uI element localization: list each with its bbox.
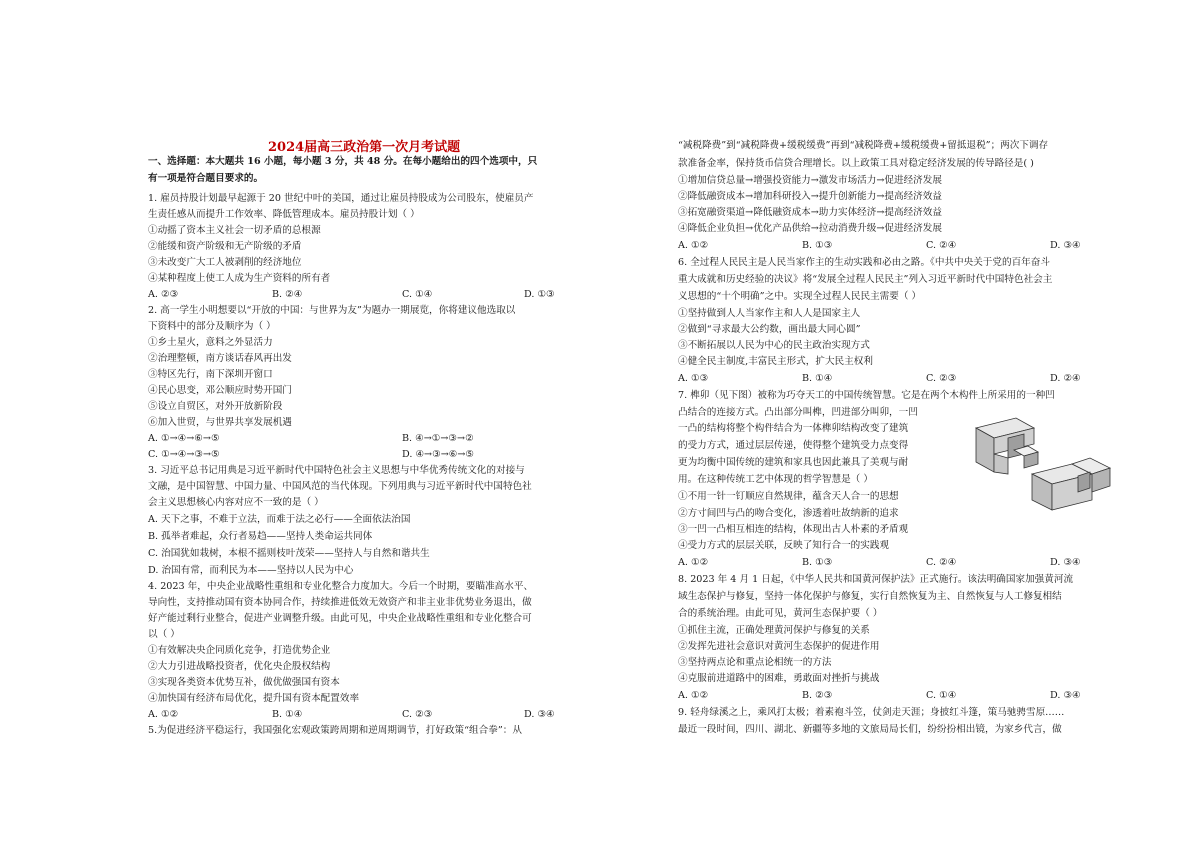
q4-option-c[interactable]: C. ②③ — [402, 709, 433, 720]
wood-block-lower — [1032, 458, 1110, 510]
q5-option-d[interactable]: D. ③④ — [1050, 240, 1081, 251]
q8-option-d[interactable]: D. ③④ — [1050, 690, 1081, 701]
q6-item: ④健全民主制度,丰富民主形式，扩大民主权利 — [678, 356, 873, 367]
q6-stem-line: 重大成就和历史经验的决议》将“发展全过程人民民主”列入习近平新时代中国特色社会主 — [678, 274, 1053, 285]
q5-option-a[interactable]: A. ①② — [678, 240, 709, 251]
q6-option-b[interactable]: B. ①④ — [802, 373, 833, 384]
q2-option-d[interactable]: D. ④→③→⑥→⑤ — [402, 449, 474, 460]
q2-stem-line: 下资料中的部分及顺序为（ ） — [148, 321, 276, 332]
q2-item: ④民心思变，邓公顺应时势开国门 — [148, 385, 292, 396]
q6-item: ②做到“寻求最大公约数，画出最大同心圆” — [678, 324, 861, 335]
q1-option-c[interactable]: C. ①④ — [402, 289, 433, 300]
q7-item: ③一凹一凸相互相连的结构，体现出古人朴素的矛盾观 — [678, 524, 909, 535]
q3-stem-line: 文融，是中国智慧、中国力量、中国风范的当代体现。下列用典与习近平新时代中国特色社 — [148, 481, 532, 492]
page-title: 2024届高三政治第一次月考试题 — [268, 140, 461, 155]
q5-item: ④降低企业负担→优化产品供给→拉动消费升级→促进经济发展 — [678, 223, 942, 234]
q8-item: ④克服前进道路中的困难，勇敢面对挫折与挑战 — [678, 673, 880, 684]
q7-stem-line: 7. 榫卯（见下图）被称为巧夺天工的中国传统智慧。它是在两个木构件上所采用的一种凹 — [678, 390, 1055, 401]
q7-item: ④受力方式的层层关联，反映了知行合一的实践观 — [678, 540, 890, 551]
q9-stem-line: 最近一段时间，四川、湖北、新疆等多地的文旅局局长们，纷纷扮相出镜，为家乡代言，做 — [678, 724, 1062, 735]
q2-item: ①乡土星火，意料之外显活力 — [148, 337, 273, 348]
q2-option-b[interactable]: B. ④→①→③→② — [402, 433, 474, 444]
q6-option-a[interactable]: A. ①③ — [678, 373, 709, 384]
q4-stem-line: 导向性，支持推动国有资本协同合作，持续推进低效无效资产和非主业非优势业务退出，做 — [148, 597, 532, 608]
section-heading-line-2: 有一项是符合题目要求的。 — [148, 173, 264, 184]
q4-item: ③实现各类资本优势互补，做优做强国有资本 — [148, 677, 340, 688]
q6-item: ①坚持做到人人当家作主和人人是国家主人 — [678, 308, 861, 319]
q4-option-b[interactable]: B. ①④ — [272, 709, 303, 720]
q2-stem-line: 2. 高一学生小明想要以“开放的中国：与世界为友”为题办一期展览，你将建议他选取以 — [148, 305, 516, 316]
q5-stem-line: “减税降费”到“减税降费+缓税缓费”再到“减税降费+缓税缓费+留抵退税”；两次下调存 — [678, 140, 1049, 151]
q5-stem-line: 5.为促进经济平稳运行，我国强化宏观政策跨周期和逆周期调节，打好政策“组合拳”：从 — [148, 725, 522, 736]
q8-option-b[interactable]: B. ②③ — [802, 690, 833, 701]
q8-item: ②发挥先进社会意识对黄河生态保护的促进作用 — [678, 641, 880, 652]
q1-stem-line: 1. 雇员持股计划最早起源于 20 世纪中叶的美国，通过让雇员持股成为公司股东，使雇员产 — [148, 193, 534, 204]
q3-option-d[interactable]: D. 治国有常，而利民为本——坚持以人民为中心 — [148, 565, 354, 576]
q1-option-b[interactable]: B. ②④ — [272, 289, 303, 300]
q7-option-a[interactable]: A. ①② — [678, 557, 709, 568]
q4-stem-line: 好产能过剩行业整合，促进产业调整升级。由此可见，中央企业战略性重组和专业化整合可 — [148, 613, 532, 624]
q6-option-d[interactable]: D. ②④ — [1050, 373, 1081, 384]
q7-stem-line: 凸结合的连接方式。凸出部分叫榫，凹进部分叫卯，一凹 — [678, 407, 918, 418]
q2-item: ③特区先行，南下深圳开窗口 — [148, 369, 273, 380]
q7-stem-line: 的受力方式，通过层层传递，使得整个建筑受力点变得 — [678, 440, 909, 451]
section-heading-line-1: 一、选择题：本大题共 16 小题，每小题 3 分，共 48 分。在每小题给出的四个选项中，只 — [148, 156, 538, 167]
q7-item: ①不用一针一钉顺应自然规律，蕴含天人合一的思想 — [678, 491, 899, 502]
wood-block-upper — [976, 418, 1038, 474]
q1-stem-line: 生责任感从而提升工作效率、降低管理成本。雇员持股计划（ ） — [148, 209, 420, 220]
q7-item: ②方寸间凹与凸的吻合变化，渗透着吐故纳新的追求 — [678, 508, 899, 519]
q7-option-c[interactable]: C. ②④ — [926, 557, 957, 568]
q2-option-a[interactable]: A. ①→④→⑥→⑤ — [148, 433, 220, 444]
q2-item: ⑤设立自贸区，对外开放新阶段 — [148, 401, 283, 412]
q3-option-c[interactable]: C. 治国犹如栽树，本根不摇则枝叶茂荣——坚持人与自然和谐共生 — [148, 548, 430, 559]
q7-stem-line: 一凸的结构将整个构件结合为一体榫卯结构改变了建筑 — [678, 423, 909, 434]
q2-item: ②治理整顿，南方谈话春风再出发 — [148, 353, 292, 364]
q4-stem-line: 4. 2023 年，中央企业战略性重组和专业化整合力度加大。今后一个时期，要瞄准高水平、 — [148, 581, 534, 592]
q8-option-a[interactable]: A. ①② — [678, 690, 709, 701]
q8-option-c[interactable]: C. ①④ — [926, 690, 957, 701]
q8-stem-line: 合的系统治理。由此可见，黄河生态保护要（ ） — [678, 608, 883, 619]
q5-item: ②降低融资成本→增加科研投入→提升创新能力→提高经济效益 — [678, 191, 942, 202]
q1-option-d[interactable]: D. ①③ — [524, 289, 555, 300]
q6-item: ③不断拓展以人民为中心的民主政治实现方式 — [678, 340, 870, 351]
q9-stem-line: 9. 轻舟绿溪之上，乘风打太极；着素袍斗笠，仗剑走天涯；身披红斗篷，策马驰骋雪原…… — [678, 707, 1065, 718]
q5-option-b[interactable]: B. ①③ — [802, 240, 833, 251]
q4-item: ②大力引进战略投资者，优化央企股权结构 — [148, 661, 331, 672]
mortise-tenon-figure — [968, 414, 1118, 514]
q5-option-c[interactable]: C. ②④ — [926, 240, 957, 251]
q6-stem-line: 6. 全过程人民民主是人民当家作主的生动实践和必由之路。《中共中央关于党的百年奋斗 — [678, 257, 1050, 268]
q5-item: ①增加信贷总量→增强投资能力→激发市场活力→促进经济发展 — [678, 175, 942, 186]
q3-option-a[interactable]: A. 天下之事，不难于立法，而难于法之必行——全面依法治国 — [148, 514, 411, 525]
q3-stem-line: 会主义思想核心内容对应不一致的是（ ） — [148, 497, 324, 508]
q7-stem-line: 更为均衡中国传统的建筑和家具也因此兼具了美观与耐 — [678, 457, 909, 468]
q1-item: ②能缓和资产阶级和无产阶级的矛盾 — [148, 241, 302, 252]
q8-stem-line: 8. 2023 年 4 月 1 日起，《中华人民共和国黄河保护法》正式施行。该法明确国家加强黄河流 — [678, 574, 1074, 585]
q5-stem-line: 款准备金率，保持货币信贷合理增长。以上政策工具对稳定经济发展的传导路径是( ) — [678, 158, 1034, 169]
q4-option-a[interactable]: A. ①② — [148, 709, 179, 720]
q4-item: ①有效解决央企同质化竞争，打造优势企业 — [148, 645, 331, 656]
q2-item: ⑥加入世贸，与世界共享发展机遇 — [148, 417, 292, 428]
q4-option-d[interactable]: D. ③④ — [524, 709, 555, 720]
q5-item: ③拓宽融资渠道→降低融资成本→助力实体经济→提高经济效益 — [678, 207, 942, 218]
q3-option-b[interactable]: B. 孤举者难起，众行者易趋——坚持人类命运共同体 — [148, 531, 373, 542]
q1-item: ③未改变广大工人被剥削的经济地位 — [148, 257, 302, 268]
q6-option-c[interactable]: C. ②③ — [926, 373, 957, 384]
q1-option-a[interactable]: A. ②③ — [148, 289, 179, 300]
q8-stem-line: 域生态保护与修复，坚持一体化保护与修复，实行自然恢复为主、自然恢复与人工修复相结 — [678, 591, 1062, 602]
q4-stem-line: 以（ ） — [148, 629, 180, 640]
q6-stem-line: 义思想的“十个明确”之中。实现全过程人民民主需要（ ） — [678, 291, 922, 302]
q1-item: ①动摇了资本主义社会一切矛盾的总根源 — [148, 225, 321, 236]
q3-stem-line: 3. 习近平总书记用典是习近平新时代中国特色社会主义思想与中华优秀传统文化的对接与 — [148, 465, 525, 476]
q7-stem-line: 用。在这种传统工艺中体现的哲学智慧是（ ） — [678, 474, 873, 485]
q8-item: ③坚持两点论和重点论相统一的方法 — [678, 657, 832, 668]
q7-option-b[interactable]: B. ①③ — [802, 557, 833, 568]
q7-option-d[interactable]: D. ③④ — [1050, 557, 1081, 568]
q2-option-c[interactable]: C. ①→④→③→⑤ — [148, 449, 220, 460]
q4-item: ④加快国有经济布局优化，提升国有资本配置效率 — [148, 693, 360, 704]
q8-item: ①抓住主流，正确处理黄河保护与修复的关系 — [678, 625, 870, 636]
q1-item: ④某种程度上使工人成为生产资料的所有者 — [148, 273, 331, 284]
